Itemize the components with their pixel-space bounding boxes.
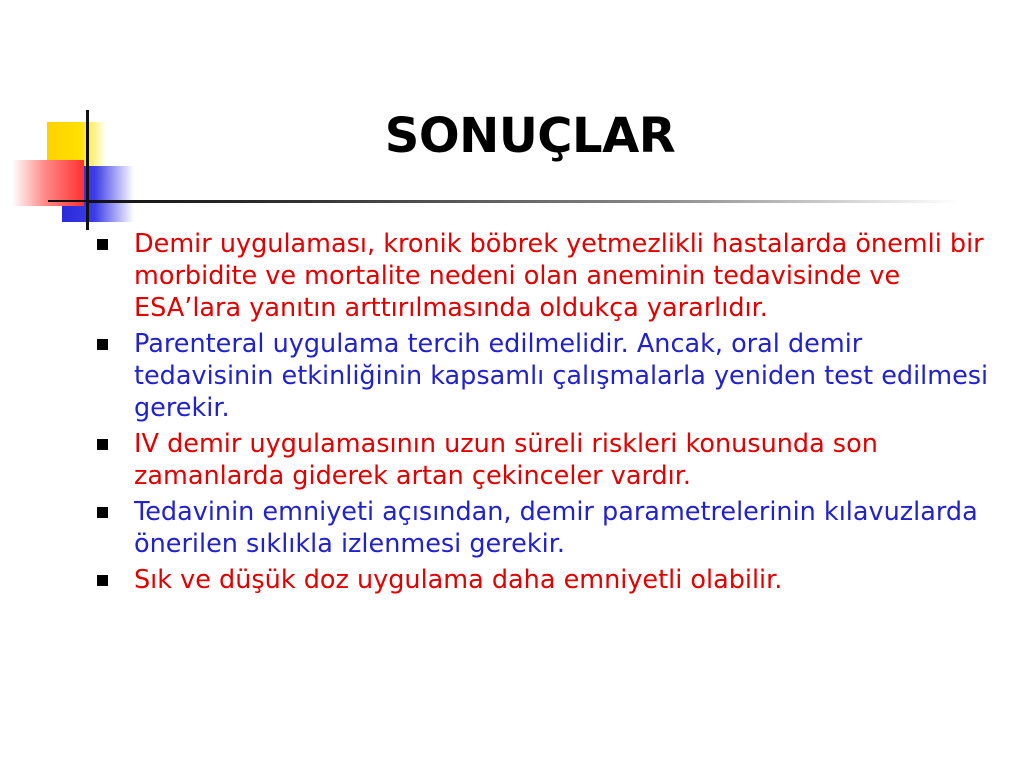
title-divider <box>88 200 958 203</box>
bullet-square-icon <box>97 439 108 450</box>
bullet-square-icon <box>97 239 108 250</box>
bullet-square-icon <box>97 339 108 350</box>
bullet-item <box>97 496 997 560</box>
bullet-text: Sık ve düşük doz uygulama daha emniyetli olabilir. <box>134 565 783 595</box>
slide-title: SONUÇLAR <box>384 108 676 164</box>
bullet-item <box>97 428 997 492</box>
bullet-text: Parenteral uygulama tercih edilmelidir. Ancak, oral demir tedavisinin etkinliğinin kapsamlı çalışmalarla yeniden test edilmesi gerekir. <box>134 329 989 423</box>
bullet-text: Demir uygulaması, kronik böbrek yetmezlikli hastalarda önemli bir morbidite ve mortalite nedeni olan aneminin tedavisinde ve ESA’lara yanıtın arttırılmasında oldukça yararlıdır. <box>134 229 984 323</box>
bullet-list <box>97 228 997 600</box>
bullet-item <box>97 328 997 424</box>
bullet-square-icon <box>97 507 108 518</box>
bullet-text: IV demir uygulamasının uzun süreli riskleri konusunda son zamanlarda giderek artan çekinceler vardır. <box>134 429 878 491</box>
bullet-item <box>97 564 997 596</box>
bullet-text: Tedavinin emniyeti açısından, demir parametrelerinin kılavuzlarda önerilen sıklıkla izlenmesi gerekir. <box>134 497 978 559</box>
bullet-item <box>97 228 997 324</box>
bullet-square-icon <box>97 575 108 586</box>
